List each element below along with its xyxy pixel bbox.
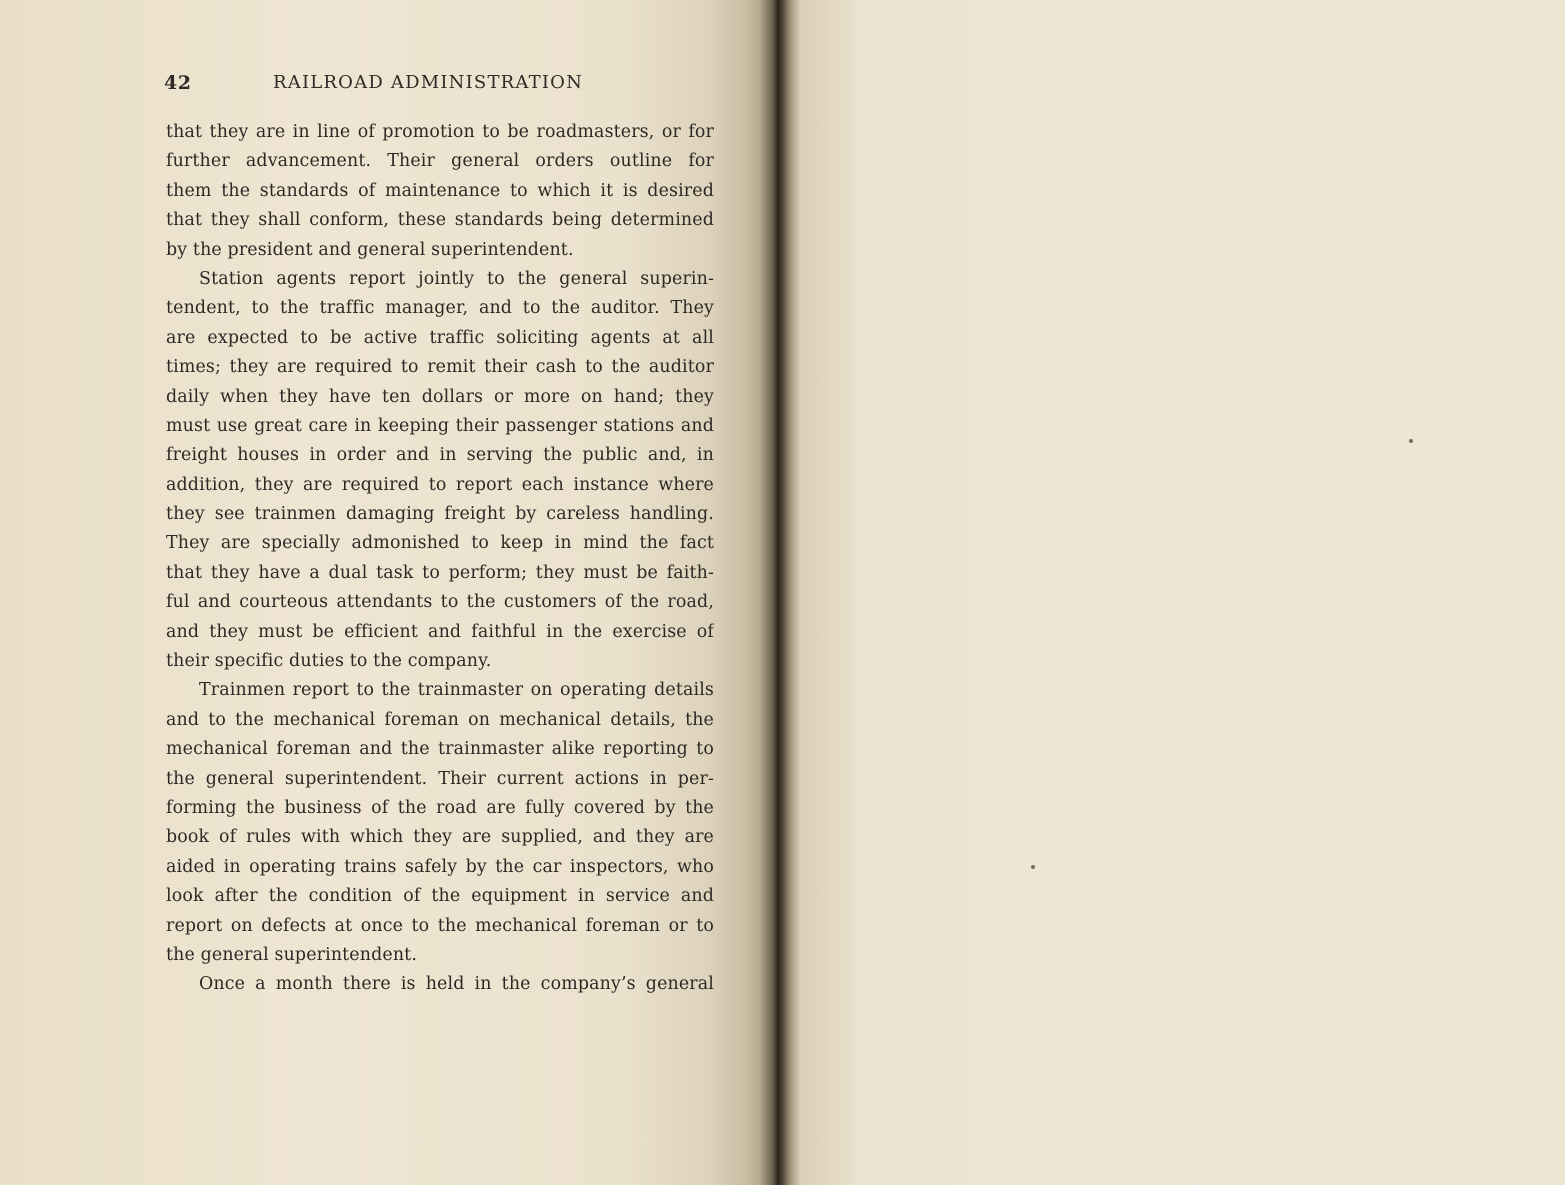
- text-line: and they must be efficient and faithful in the exercise of: [166, 621, 714, 642]
- page-header: [164, 72, 714, 100]
- running-title: RAILROAD ADMINISTRATION: [273, 72, 584, 93]
- text-line: Once a month there is held in the company’s general: [199, 974, 714, 995]
- body-text: [166, 118, 714, 1000]
- text-line: freight houses in order and in serving the public and, in: [166, 445, 714, 466]
- text-line: forming the business of the road are fully covered by the: [166, 797, 714, 818]
- text-line: tendent, to the traffic manager, and to the auditor. They: [166, 298, 714, 319]
- text-line: that they shall conform, these standards being determined: [166, 210, 714, 231]
- text-line: ful and courteous attendants to the customers of the road,: [166, 592, 714, 613]
- text-line: times; they are required to remit their cash to the auditor: [166, 357, 714, 378]
- text-line: their specific duties to the company.: [166, 651, 492, 672]
- text-line: look after the condition of the equipment in service and: [166, 886, 714, 907]
- text-line: Station agents report jointly to the general superin-: [199, 268, 714, 289]
- text-line: mechanical foreman and the trainmaster alike reporting to: [166, 739, 714, 760]
- text-line: daily when they have ten dollars or more on hand; they: [166, 386, 714, 407]
- text-line: book of rules with which they are supplied, and they are: [166, 827, 714, 848]
- text-line: must use great care in keeping their passenger stations and: [166, 415, 714, 436]
- text-line: They are specially admonished to keep in mind the fact: [166, 533, 714, 554]
- text-line: them the standards of maintenance to which it is desired: [166, 180, 714, 201]
- text-line: are expected to be active traffic soliciting agents at all: [166, 327, 714, 348]
- paper-speck: [1031, 865, 1035, 869]
- book-gutter: [760, 0, 800, 1185]
- text-line: further advancement. Their general orders outline for: [166, 151, 714, 172]
- right-page-blank: [800, 0, 1565, 1185]
- paper-speck: [1409, 439, 1413, 443]
- text-line: that they have a dual task to perform; they must be faith-: [166, 562, 714, 583]
- text-line: addition, they are required to report each instance where: [166, 474, 714, 495]
- text-line: aided in operating trains safely by the car inspectors, who: [166, 856, 714, 877]
- left-page: [0, 0, 770, 1185]
- text-line: Trainmen report to the trainmaster on operating details: [199, 680, 714, 701]
- text-line: the general superintendent.: [166, 944, 417, 965]
- text-line: they see trainmen damaging freight by careless handling.: [166, 504, 714, 525]
- page-number: 42: [164, 72, 192, 94]
- text-line: that they are in line of promotion to be roadmasters, or for: [166, 122, 714, 142]
- text-line: the general superintendent. Their current actions in per-: [166, 768, 714, 789]
- text-line: and to the mechanical foreman on mechanical details, the: [166, 709, 714, 730]
- text-line: by the president and general superintendent.: [166, 239, 574, 260]
- text-line: report on defects at once to the mechanical foreman or to: [166, 915, 714, 936]
